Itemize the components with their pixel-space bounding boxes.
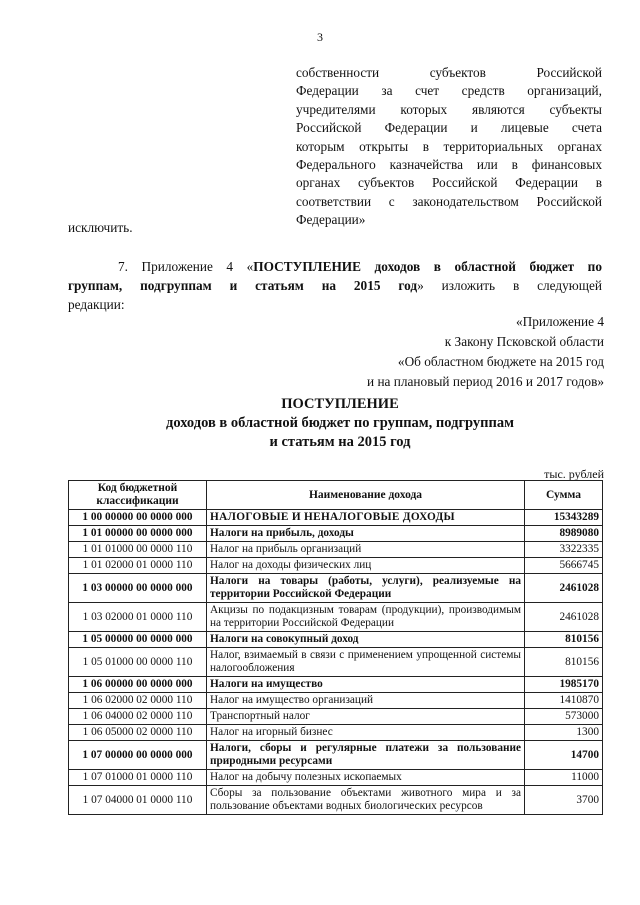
cell-name: Налог на прибыль организаций xyxy=(207,542,525,558)
table-row xyxy=(69,574,603,603)
quote-line: которым открыты в территориальных органах xyxy=(296,138,602,154)
table-row xyxy=(69,558,603,574)
cell-name: Акцизы по подакцизным товарам (продукции), производимым на территории Российской Федерации xyxy=(207,603,525,632)
income-table xyxy=(68,480,603,815)
cell-sum: 5666745 xyxy=(525,558,603,574)
title-line: доходов в областной бюджет по группам, подгруппам xyxy=(166,415,514,431)
table-row xyxy=(69,526,603,542)
cell-sum: 15343289 xyxy=(525,510,603,526)
cell-code: 1 07 01000 01 0000 110 xyxy=(69,770,207,786)
cell-sum: 810156 xyxy=(525,632,603,648)
cell-name: Сборы за пользование объектами животного мира и за пользование объектами водных биологических ресурсов xyxy=(207,786,525,815)
cell-code: 1 06 04000 02 0000 110 xyxy=(69,709,207,725)
cell-sum: 1300 xyxy=(525,725,603,741)
quote-line: собственности субъектов Российской xyxy=(296,65,602,80)
header-name: Наименование дохода xyxy=(207,481,525,510)
cell-sum: 8989080 xyxy=(525,526,603,542)
title-line: ПОСТУПЛЕНИЕ xyxy=(281,396,399,412)
appendix-line: и на плановый период 2016 и 2017 годов» xyxy=(367,374,604,389)
quote-line: Федерального казначейства или в финансовых xyxy=(296,157,602,173)
appendix-line: «Приложение 4 xyxy=(516,314,604,329)
table-row xyxy=(69,786,603,815)
cell-name: Налоги на прибыль, доходы xyxy=(207,526,525,542)
appendix-line: «Об областном бюджете на 2015 год xyxy=(397,354,604,369)
cell-sum: 3700 xyxy=(525,786,603,815)
header-sum: Сумма xyxy=(525,481,603,510)
cell-name: Налог, взимаемый в связи с применением упрощенной системы налогообложения xyxy=(207,648,525,677)
item-7-line-2 xyxy=(68,276,602,295)
item-7-text: » изложить в следующей xyxy=(417,278,602,293)
cell-name: Налоги на имущество xyxy=(207,677,525,693)
quote-line: органах субъектов Российской Федерации в xyxy=(296,175,602,191)
item-7-bold-text: группам, подгруппам и статьям на 2015 год xyxy=(68,278,418,293)
cell-code: 1 06 02000 02 0000 110 xyxy=(69,693,207,709)
cell-name: Налог на игорный бизнес xyxy=(207,725,525,741)
cell-code: 1 03 00000 00 0000 000 xyxy=(69,574,207,603)
table-row xyxy=(69,741,603,770)
cell-name: НАЛОГОВЫЕ И НЕНАЛОГОВЫЕ ДОХОДЫ xyxy=(207,510,525,526)
quote-line: Федерации» xyxy=(296,212,366,228)
cell-code: 1 07 00000 00 0000 000 xyxy=(69,741,207,770)
table-row xyxy=(69,603,603,632)
cell-name: Налоги, сборы и регулярные платежи за пользование природными ресурсами xyxy=(207,741,525,770)
item-7-paragraph xyxy=(68,257,602,314)
exclude-text: исключить. xyxy=(68,220,133,235)
item-7-bold-text: ПОСТУПЛЕНИЕ доходов в областной бюджет по xyxy=(253,259,602,274)
cell-name: Налог на добычу полезных ископаемых xyxy=(207,770,525,786)
table-row xyxy=(69,725,603,741)
cell-code: 1 05 01000 00 0000 110 xyxy=(69,648,207,677)
cell-code: 1 07 04000 01 0000 110 xyxy=(69,786,207,815)
units-label: тыс. рублей xyxy=(544,467,604,481)
cell-sum: 2461028 xyxy=(525,603,603,632)
cell-name: Налоги на совокупный доход xyxy=(207,632,525,648)
cell-sum: 1410870 xyxy=(525,693,603,709)
quote-line: учредителями которых являются субъекты xyxy=(296,101,602,117)
table-row xyxy=(69,677,603,693)
cell-sum: 573000 xyxy=(525,709,603,725)
cell-sum: 14700 xyxy=(525,741,603,770)
cell-name: Налог на доходы физических лиц xyxy=(207,558,525,574)
cell-code: 1 05 00000 00 0000 000 xyxy=(69,632,207,648)
item-7-line-3: редакции: xyxy=(68,297,125,312)
table-row xyxy=(69,632,603,648)
table-row xyxy=(69,510,603,526)
table-row xyxy=(69,770,603,786)
cell-code: 1 01 01000 00 0000 110 xyxy=(69,542,207,558)
cell-sum: 3322335 xyxy=(525,542,603,558)
cell-sum: 1985170 xyxy=(525,677,603,693)
quoted-text-block xyxy=(296,64,602,230)
cell-sum: 810156 xyxy=(525,648,603,677)
cell-code: 1 01 00000 00 0000 000 xyxy=(69,526,207,542)
table-row xyxy=(69,709,603,725)
cell-code: 1 01 02000 01 0000 110 xyxy=(69,558,207,574)
cell-code: 1 00 00000 00 0000 000 xyxy=(69,510,207,526)
item-7-line-1 xyxy=(68,257,602,276)
appendix-header xyxy=(367,312,604,392)
cell-name: Налоги на товары (работы, услуги), реализуемые на территории Российской Федерации xyxy=(207,574,525,603)
table-header-row xyxy=(69,481,603,510)
appendix-line: к Закону Псковской области xyxy=(444,334,604,349)
cell-code: 1 06 05000 02 0000 110 xyxy=(69,725,207,741)
cell-sum: 2461028 xyxy=(525,574,603,603)
table-row xyxy=(69,648,603,677)
cell-code: 1 03 02000 01 0000 110 xyxy=(69,603,207,632)
header-code: Код бюджетной классификации xyxy=(69,481,207,510)
cell-name: Налог на имущество организаций xyxy=(207,693,525,709)
cell-sum: 11000 xyxy=(525,770,603,786)
cell-name: Транспортный налог xyxy=(207,709,525,725)
quote-line: Российской Федерации и лицевые счета xyxy=(296,120,602,136)
table-row xyxy=(69,542,603,558)
table-row xyxy=(69,693,603,709)
quote-line: соответствии с законодательством Российской xyxy=(296,193,602,209)
item-7-text: 7. Приложение 4 « xyxy=(118,259,254,274)
page-number: 3 xyxy=(317,30,323,44)
quote-line: Федерации за счет средств организаций, xyxy=(296,83,602,99)
cell-code: 1 06 00000 00 0000 000 xyxy=(69,677,207,693)
document-title xyxy=(0,395,640,452)
title-line: и статьям на 2015 год xyxy=(269,434,411,450)
